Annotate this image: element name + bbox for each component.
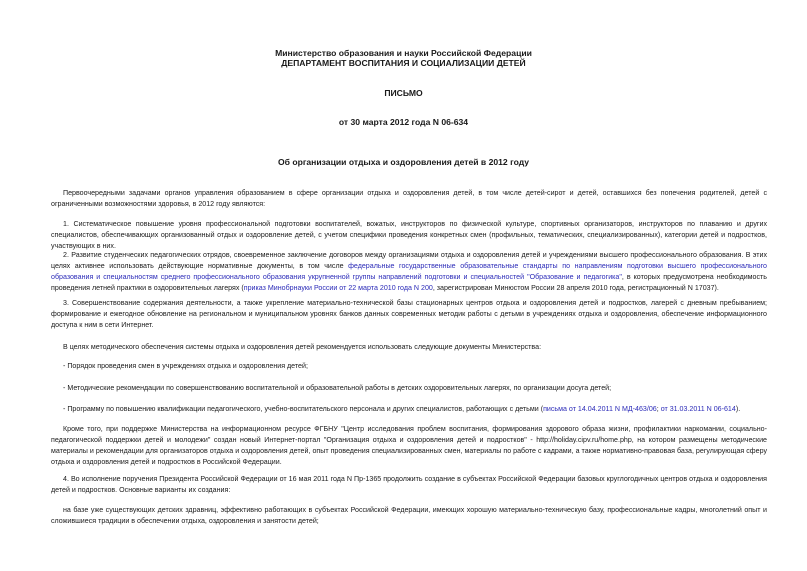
letter-md-463-link[interactable]: письма от 14.04.2011 N МД-463/06 [543,405,657,413]
item-1-paragraph: 1. Систематическое повышение уровня профессиональной подготовки воспитателей, вожатых, инструкторов по физической культуре, спортивных организаторов, инструкторов по плаванию и других специалистов, обеспечивающих организованный отдых и оздоровление детей, с учетом специфики проведения конкретных смен (профильных, тематических, специализированных), категории детей и подростков, участвующих в них. [51,220,767,250]
variant-1-paragraph: на базе уже существующих детских здравниц, эффективно работающих в субъектах Российской Федерации, имеющих хорошую материально-техническую базу, профессиональные кадры, многолетний опыт и сложившиеся традиции в обеспечении отдыха, оздоровления и занятости детей; [51,506,767,525]
item-2-text-2: , в которых предусмотрена необходимость проведения летней практики в оздоровительных лагерях ( [51,273,767,292]
item-2-paragraph [51,250,767,294]
item-3-paragraph: 3. Совершенствование содержания деятельности, а также укрепление материально-технической базы стационарных центров отдыха и оздоровления детей и подростков, лагерей с дневным пребыванием; формирование и ежегодное обновление на региональном и муниципальном уровнях банков данных современных методик работы с детьми в учреждениях отдыха и оздоровления, обеспечение информационного доступа к ним в сети Интернет. [51,299,767,329]
document-item-1: - Порядок проведения смен в учреждениях отдыха и оздоровления детей; [63,362,308,370]
document-subject: Об организации отдыха и оздоровления детей в 2012 году [277,157,530,167]
document-date-number: от 30 марта 2012 года N 06-634 [338,117,469,127]
order-200-link[interactable]: приказ Минобрнауки России от 22 марта 2010 года N 200 [243,284,433,292]
item-2-text-1: 2. Развитие студенческих педагогических отрядов, своевременное заключение договоров между организациями отдыха и оздоровления детей и учреждениями высшего профессионального образования. В этих целях активнее использовать действующие нормативные документы, в том числе [51,251,767,270]
document-item-3 [51,404,767,415]
letter-06-614-link[interactable]: от 31.03.2011 N 06-614 [660,405,736,413]
document-item-2: - Методические рекомендации по совершенствованию воспитательной и образовательной работы в детских оздоровительных лагерях, по организации досуга детей; [63,384,612,392]
portal-support-paragraph: Кроме того, при поддержке Министерства на информационном ресурсе ФГБНУ "Центр исследования проблем воспитания, формирования здорового образа жизни, профилактики наркомании, социально-педагогической поддержки детей и молодежи" создан новый Интернет-портал "Организация отдыха и оздоровления детей и подростков" - http://holiday.cipv.ru/home.php, на котором размещены методические материалы и рекомендации для организаторов отдыха и оздоровления детей, опыт проведения специализированных смен, материалы по работе с кадрами, а также нормативно-правовая база, регулирующая сферу отдыха и оздоровления детей и подростков в Российской Федерации. [51,425,767,466]
ministry-title: Министерство образования и науки Российской Федерации [275,48,532,58]
intro-paragraph: Первоочередными задачами органов управления образованием в сфере организации отдыха и оздоровления детей, в том числе детей-сирот и детей, оставшихся без попечения родителей, детей с ограниченными возможностями здоровья, в 2012 году являются: [51,189,767,208]
document-type: ПИСЬМО [384,88,423,98]
fgos-standards-link[interactable]: федеральные государственные образовательные стандарты по направлениям подготовки высшего профессионального образования и специальностям среднего профессионального образования укрупненной группы направлений подготовки и специальностей "Образование и педагогика" [51,262,767,281]
documents-intro-paragraph: В целях методического обеспечения системы отдыха и оздоровления детей рекомендуется использовать следующие документы Министерства: [63,343,542,351]
item-2-text-3: , зарегистрирован Минюстом России 28 апреля 2010 года, регистрационный N 17037). [432,284,719,292]
document-item-3-text-1: - Программу по повышению квалификации педагогического, учебно-воспитательского персонала и других специалистов, работающих с детьми ( [63,405,544,413]
document-item-3-text-2: ; [656,405,661,413]
department-title: ДЕПАРТАМЕНТ ВОСПИТАНИЯ И СОЦИАЛИЗАЦИИ ДЕТЕЙ [281,58,526,68]
document-item-3-text-3: ). [735,405,741,413]
item-4-paragraph: 4. Во исполнение поручения Президента Российской Федерации от 16 мая 2011 года N Пр-1365 продолжить создание в субъектах Российской Федерации базовых круглогодичных центров отдыха и оздоровления детей и подростков. Основные варианты их создания: [51,475,767,494]
